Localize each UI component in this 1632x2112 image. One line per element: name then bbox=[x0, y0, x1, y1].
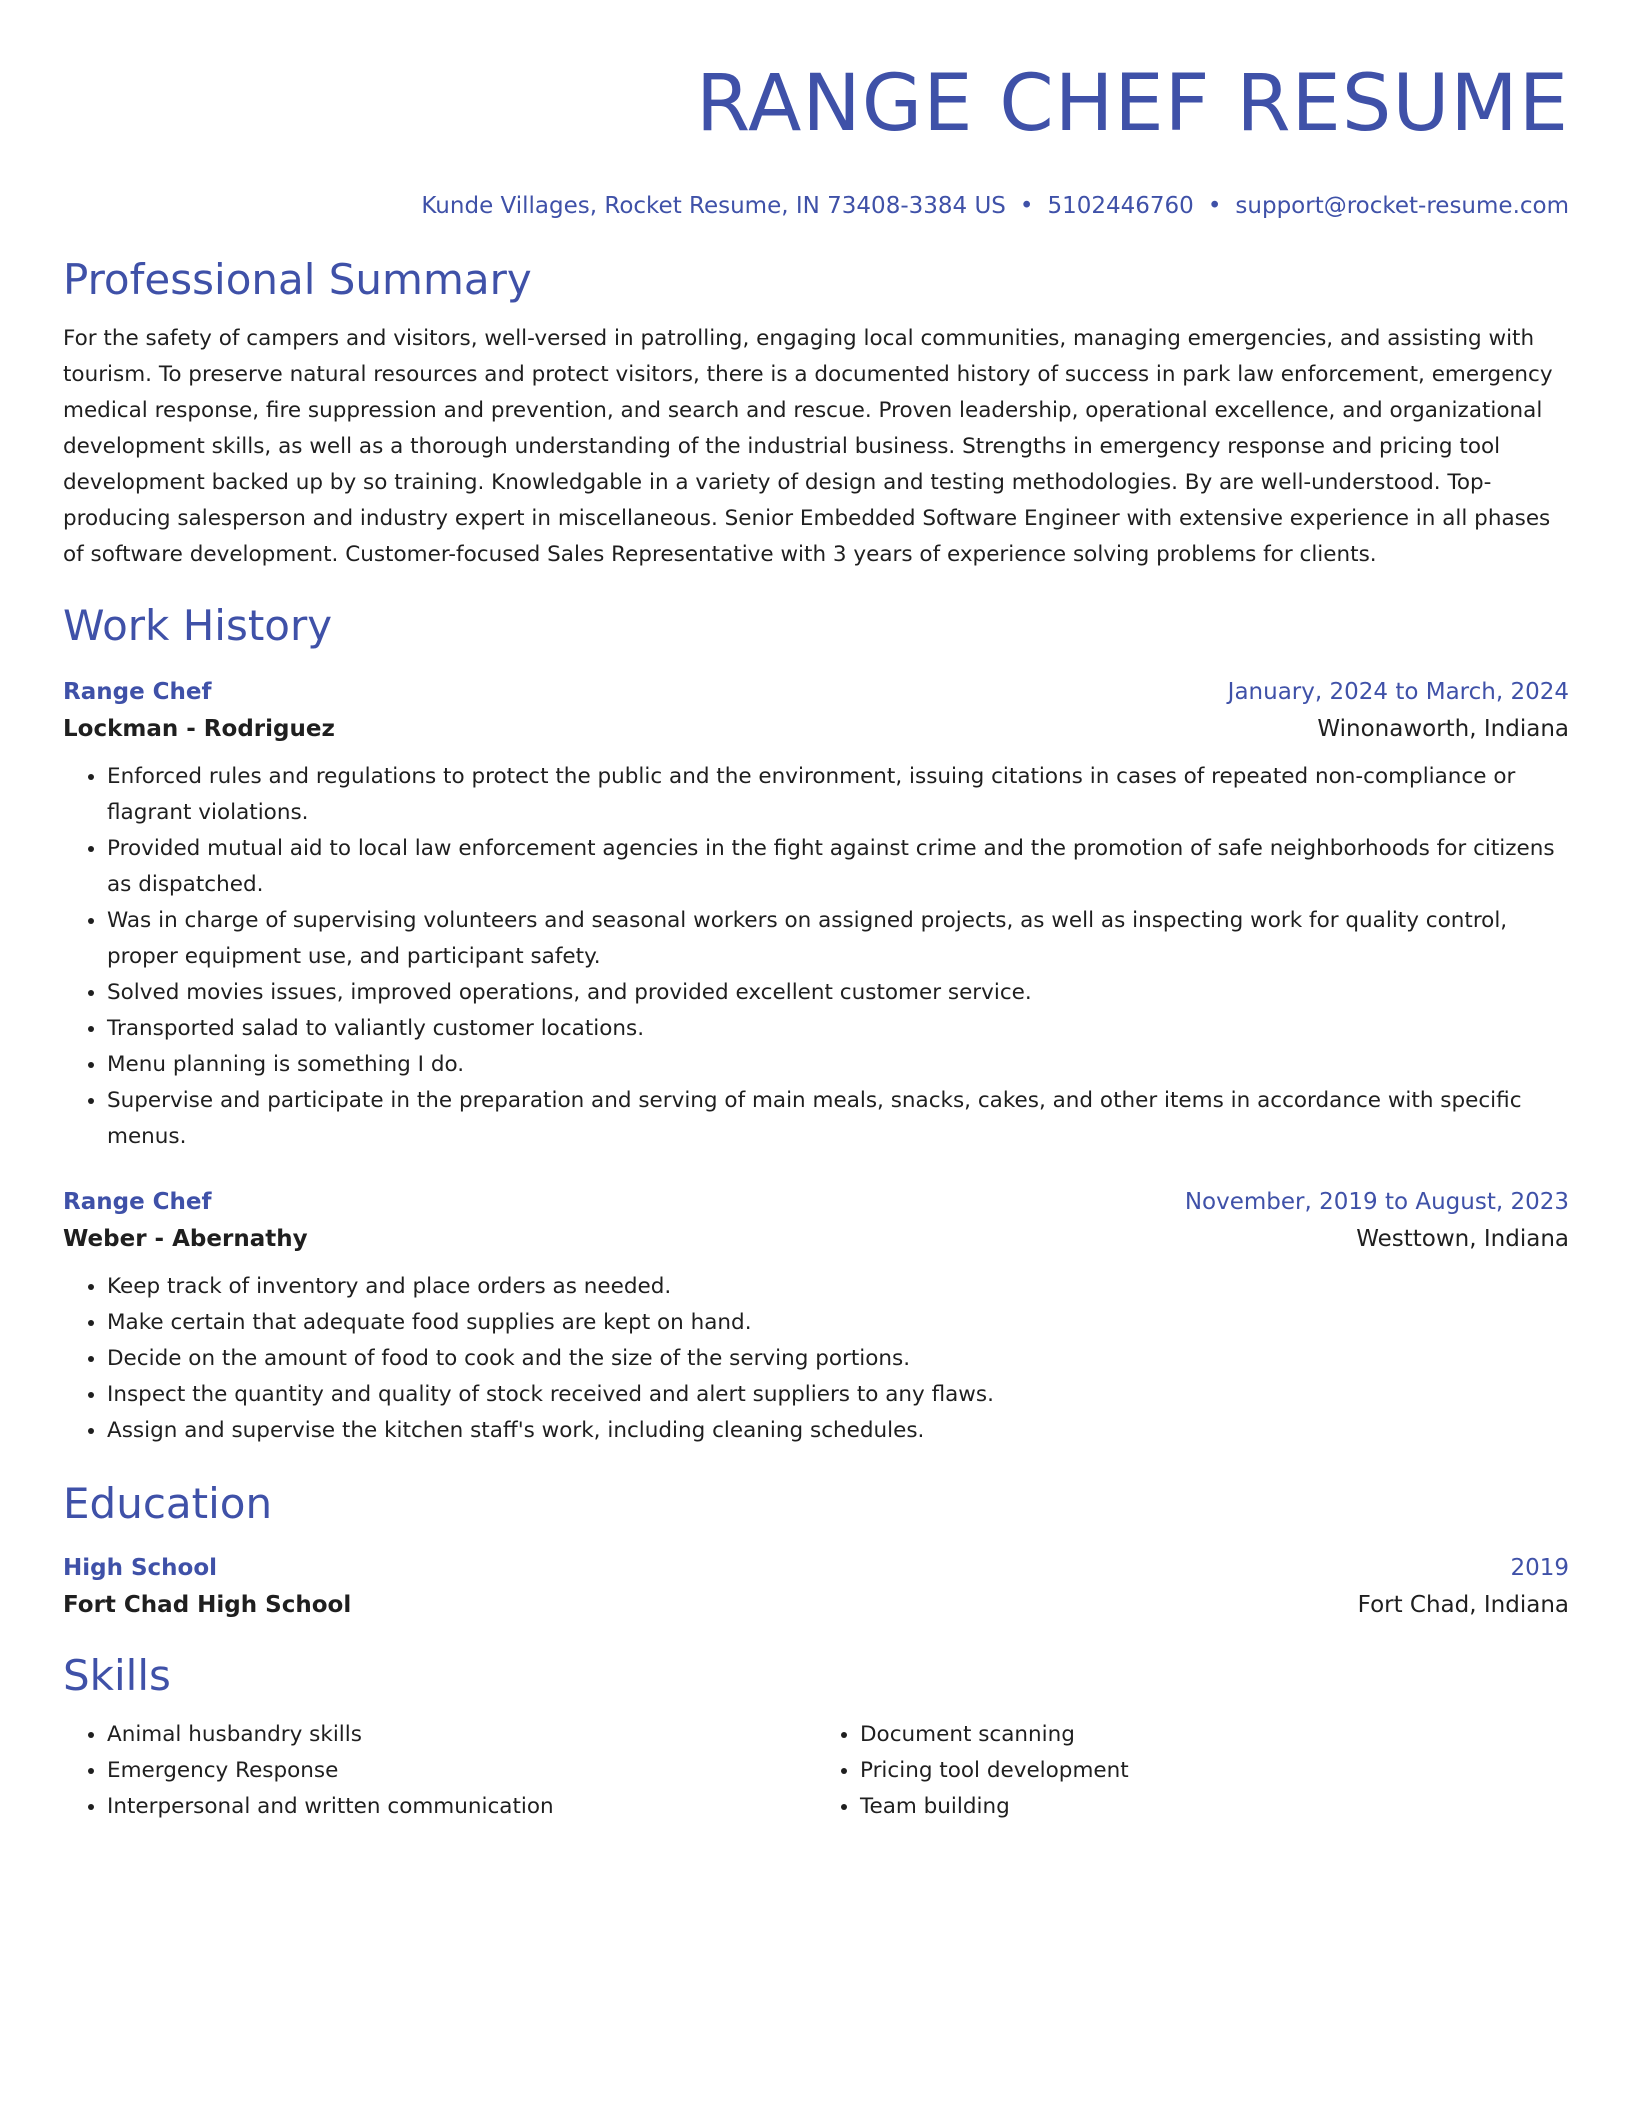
contact-separator: • bbox=[1207, 193, 1222, 219]
contact-email: support@rocket-resume.com bbox=[1235, 193, 1569, 219]
work-history-heading: Work History bbox=[63, 601, 333, 650]
job-duty-item: • Was in charge of supervising volunteers and seasonal workers on assigned projects, as well as inspecting work for quality control, proper equipment use, and participant safety. bbox=[107, 903, 1569, 975]
summary-text: For the safety of campers and visitors, well-versed in patrolling, engaging local communities, managing emergencies, and assisting with tourism. To preserve natural resources and protect visitors, there is a documented history of success in park law enforcement, emergency medical response, fire suppression and prevention, and search and rescue. Proven leadership, operational excellence, and organizational development skills, as well as a thorough understanding of the industrial business. Strengths in emergency response and pricing tool development backed up by so training. Knowledgable in a variety of design and testing methodologies. By are well-understood. Top-producing salesperson and industry expert in miscellaneous. Senior Embedded Software Engineer with extensive experience in all phases of software development. Customer-focused Sales Representative with 3 years of experience solving problems for clients. bbox=[63, 326, 1553, 567]
skill-item: • Emergency Response bbox=[107, 1753, 816, 1789]
contact-separator: • bbox=[1019, 193, 1034, 219]
job-duty-item: • Transported salad to valiantly customer locations. bbox=[107, 1011, 1569, 1047]
job-duty-item: • Inspect the quantity and quality of stock received and alert suppliers to any flaws. bbox=[107, 1377, 1569, 1413]
education-year: 2019 bbox=[1510, 1555, 1569, 1581]
education-school: Fort Chad High School bbox=[63, 1592, 352, 1618]
job-location: Winonaworth, Indiana bbox=[1317, 716, 1569, 742]
job-duties-list bbox=[63, 1269, 1569, 1449]
skills-grid bbox=[63, 1717, 1569, 1825]
job-header-row bbox=[63, 1185, 1569, 1219]
job-duty-item: • Menu planning is something I do. bbox=[107, 1047, 1569, 1083]
job-dates: January, 2024 to March, 2024 bbox=[1227, 679, 1569, 705]
skills-heading: Skills bbox=[63, 1651, 171, 1700]
skill-item: • Interpersonal and written communication bbox=[107, 1789, 816, 1825]
education-entry bbox=[63, 1551, 1569, 1625]
job-dates: November, 2019 to August, 2023 bbox=[1184, 1189, 1569, 1215]
job-duty-item: • Enforced rules and regulations to protect the public and the environment, issuing citations in cases of repeated non-compliance or flagrant violations. bbox=[107, 759, 1569, 831]
skill-item: • Pricing tool development bbox=[860, 1753, 1569, 1789]
education-location: Fort Chad, Indiana bbox=[1357, 1592, 1569, 1618]
job-company: Weber - Abernathy bbox=[63, 1226, 308, 1252]
job-company: Lockman - Rodriguez bbox=[63, 716, 335, 742]
job-entry bbox=[63, 1185, 1569, 1449]
job-duty-item: • Keep track of inventory and place orders as needed. bbox=[107, 1269, 1569, 1305]
job-duty-item: • Supervise and participate in the preparation and serving of main meals, snacks, cakes, and other items in accordance with specific menus. bbox=[107, 1083, 1569, 1155]
summary-heading: Professional Summary bbox=[63, 255, 532, 304]
education-degree: High School bbox=[63, 1555, 218, 1581]
education-heading: Education bbox=[63, 1479, 273, 1528]
resume-name: RANGE CHEF RESUME bbox=[696, 59, 1569, 149]
job-duties-list bbox=[63, 759, 1569, 1155]
skills-list-left bbox=[63, 1717, 816, 1825]
contact-address: Kunde Villages, Rocket Resume, IN 73408-3384 US bbox=[421, 193, 1006, 219]
job-duty-item: • Assign and supervise the kitchen staff's work, including cleaning schedules. bbox=[107, 1413, 1569, 1449]
job-location: Westtown, Indiana bbox=[1356, 1226, 1569, 1252]
contact-line bbox=[63, 192, 1569, 220]
job-duty-item: • Provided mutual aid to local law enforcement agencies in the fight against crime and the promotion of safe neighborhoods for citizens as dispatched. bbox=[107, 831, 1569, 903]
contact-phone: 5102446760 bbox=[1047, 193, 1194, 219]
education-school-row bbox=[63, 1585, 1569, 1625]
skill-item: • Team building bbox=[860, 1789, 1569, 1825]
job-duty-item: • Make certain that adequate food supplies are kept on hand. bbox=[107, 1305, 1569, 1341]
skill-item: • Document scanning bbox=[860, 1717, 1569, 1753]
skill-item: • Animal husbandry skills bbox=[107, 1717, 816, 1753]
job-duty-item: • Solved movies issues, improved operations, and provided excellent customer service. bbox=[107, 975, 1569, 1011]
skills-list-right bbox=[816, 1717, 1569, 1825]
job-entry bbox=[63, 675, 1569, 1155]
education-header-row bbox=[63, 1551, 1569, 1585]
job-header-row bbox=[63, 675, 1569, 709]
job-company-row bbox=[63, 1219, 1569, 1259]
job-duty-item: • Decide on the amount of food to cook and the size of the serving portions. bbox=[107, 1341, 1569, 1377]
job-role: Range Chef bbox=[63, 1189, 212, 1215]
job-company-row bbox=[63, 709, 1569, 749]
job-role: Range Chef bbox=[63, 679, 212, 705]
